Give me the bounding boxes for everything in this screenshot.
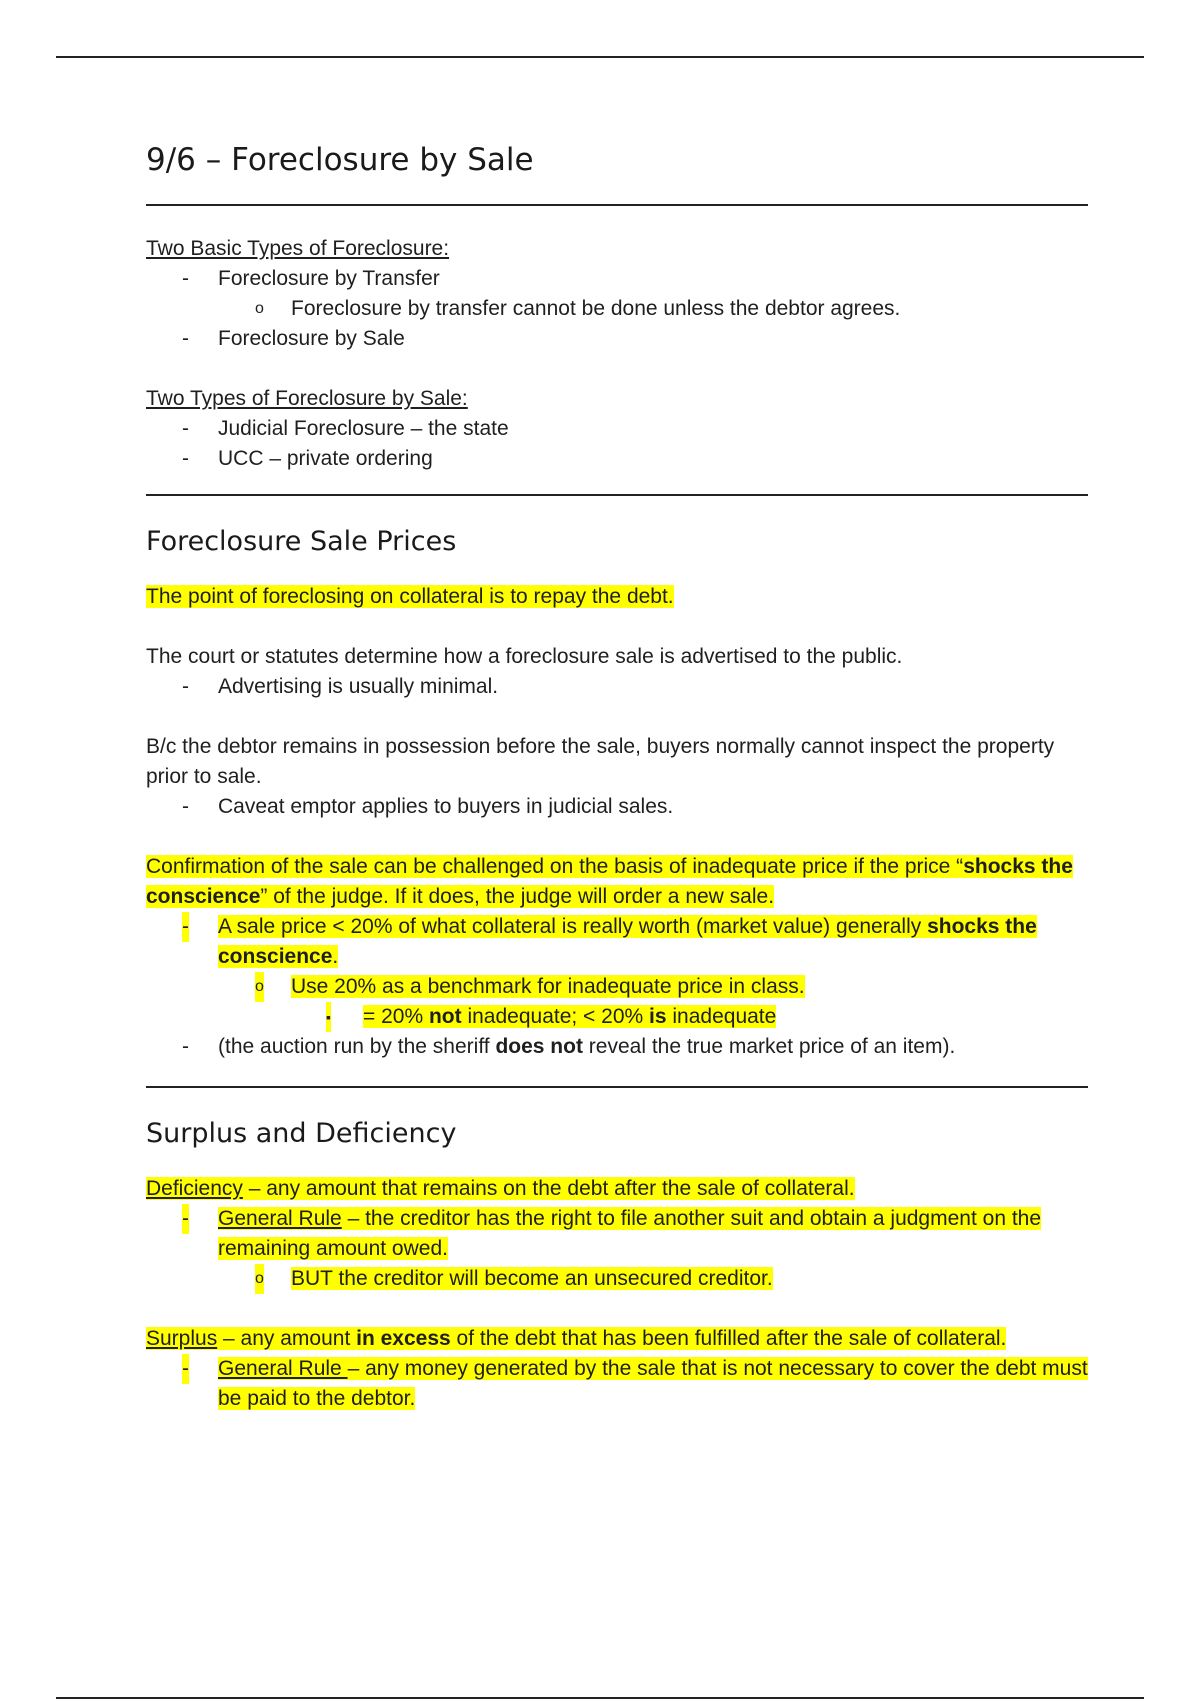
square-bullet: ▪ — [326, 1002, 331, 1032]
section-title-prices: Foreclosure Sale Prices — [146, 526, 457, 557]
list-item — [146, 1204, 1088, 1264]
point-paragraph — [146, 582, 1088, 612]
list-item — [146, 414, 1088, 444]
list-item — [146, 1002, 1088, 1032]
list-item — [146, 264, 1088, 294]
list-item-text: UCC – private ordering — [218, 447, 433, 470]
list-item-text: Foreclosure by Sale — [218, 327, 405, 350]
advertising-paragraph: The court or statutes determine how a foreclosure sale is advertised to the public. — [146, 645, 903, 668]
dash-bullet: - — [182, 912, 189, 942]
list-item — [146, 672, 1088, 702]
highlighted-text: Deficiency – any amount that remains on the debt after the sale of collateral. — [146, 1177, 855, 1200]
section-divider — [146, 1086, 1088, 1088]
highlighted-text: Surplus – any amount in excess of the debt that has been fulfilled after the sale of collateral. — [146, 1327, 1007, 1350]
dash-bullet: - — [182, 1035, 189, 1058]
list-item — [146, 1264, 1088, 1294]
list-item — [146, 1032, 1088, 1062]
confirmation-paragraph — [146, 852, 1088, 912]
highlighted-text: Confirmation of the sale can be challenged on the basis of inadequate price if the price “shocks the conscience” of the judge. If it does, the judge will order a new sale. — [146, 855, 1073, 908]
section-divider — [146, 204, 1088, 206]
circle-bullet: o — [255, 300, 264, 317]
highlighted-text: General Rule – the creditor has the right to file another suit and obtain a judgment on the remaining amount owed. — [218, 1207, 1042, 1260]
dash-bullet: - — [182, 447, 189, 470]
page-top-rule — [56, 56, 1144, 58]
list-item — [146, 912, 1088, 972]
dash-bullet: - — [182, 1354, 189, 1384]
possession-paragraph: B/c the debtor remains in possession before the sale, buyers normally cannot inspect the property prior to sale. — [146, 735, 1055, 788]
highlighted-text: Use 20% as a benchmark for inadequate price in class. — [291, 975, 805, 998]
list-item-text: Caveat emptor applies to buyers in judicial sales. — [218, 795, 674, 818]
list-item — [146, 792, 1088, 822]
sale-types-heading — [146, 384, 1088, 414]
list-item-text: Advertising is usually minimal. — [218, 675, 499, 698]
types-heading — [146, 234, 1088, 264]
list-item — [146, 972, 1088, 1002]
deficiency-paragraph — [146, 1174, 1088, 1204]
list-item-text: Judicial Foreclosure – the state — [218, 417, 509, 440]
document-body — [146, 140, 1088, 1414]
list-item — [146, 294, 1088, 324]
list-item — [146, 324, 1088, 354]
section-title-surplus: Surplus and Deficiency — [146, 1118, 457, 1149]
dash-bullet: - — [182, 795, 189, 818]
list-item — [146, 1354, 1088, 1414]
circle-bullet: o — [255, 972, 264, 1002]
highlighted-text: General Rule – any money generated by the sale that is not necessary to cover the debt must be paid to the debtor. — [218, 1357, 1088, 1410]
highlighted-text: BUT the creditor will become an unsecured creditor. — [291, 1267, 773, 1290]
highlighted-text: The point of foreclosing on collateral is to repay the debt. — [146, 585, 674, 608]
list-item — [146, 444, 1088, 474]
page-title: 9/6 – Foreclosure by Sale — [146, 142, 534, 178]
sale-types-heading-text: Two Types of Foreclosure by Sale: — [146, 387, 468, 410]
dash-bullet: - — [182, 417, 189, 440]
dash-bullet: - — [182, 675, 189, 698]
types-heading-text: Two Basic Types of Foreclosure: — [146, 237, 450, 260]
highlighted-text: A sale price < 20% of what collateral is really worth (market value) generally shocks the conscience. — [218, 915, 1037, 968]
list-item-text: (the auction run by the sheriff does not reveal the true market price of an item). — [218, 1035, 956, 1058]
dash-bullet: - — [182, 327, 189, 350]
list-item-text: Foreclosure by Transfer — [218, 267, 440, 290]
surplus-paragraph — [146, 1324, 1088, 1354]
circle-bullet: o — [255, 1264, 264, 1294]
highlighted-text: = 20% not inadequate; < 20% is inadequate — [363, 1005, 777, 1028]
section-divider — [146, 494, 1088, 496]
dash-bullet: - — [182, 1204, 189, 1234]
dash-bullet: - — [182, 267, 189, 290]
list-item-text: Foreclosure by transfer cannot be done unless the debtor agrees. — [291, 297, 901, 320]
page-bottom-rule — [56, 1697, 1144, 1699]
